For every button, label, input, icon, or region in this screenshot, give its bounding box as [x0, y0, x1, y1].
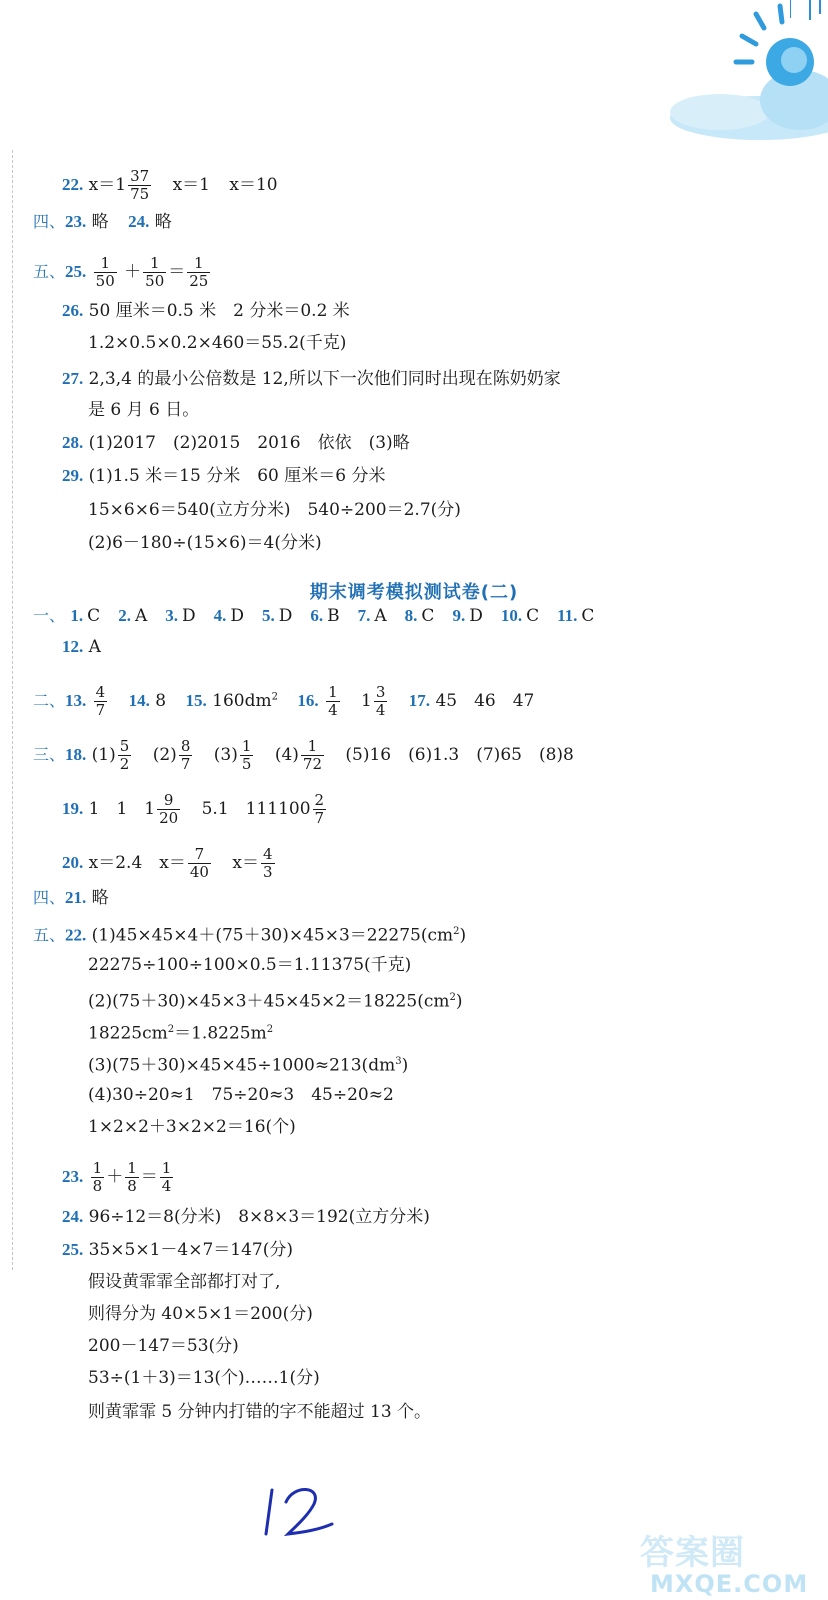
answer-line: 假设黄霏霏全部都打对了, — [88, 1272, 281, 1292]
answer-line: (1)2017 (2)2015 2016 依依 (3)略 — [88, 433, 410, 453]
denominator: 75 — [130, 185, 150, 203]
handwritten-page-number — [260, 1482, 340, 1542]
denominator: 7 — [180, 755, 191, 773]
denominator: 8 — [92, 1177, 103, 1195]
question-number: 23. — [65, 212, 87, 231]
answer-line: 则得分为 40×5×1＝200(分) — [88, 1304, 313, 1324]
numerator: 1 — [328, 683, 338, 701]
answer-text: (5)16 (6)1.3 (7)65 (8)8 — [345, 745, 574, 765]
answer-line: ＝1.8225m — [174, 1023, 267, 1044]
numerator: 4 — [95, 683, 106, 701]
answer-multiple-choice — [33, 606, 612, 626]
denominator: 4 — [375, 701, 386, 719]
answer-25-part2 — [62, 1240, 293, 1260]
question-number: 1. — [70, 606, 84, 625]
answer-text: A — [374, 606, 387, 626]
superscript: 2 — [167, 1024, 175, 1035]
fraction — [326, 684, 340, 719]
answer-line: (1)1.5 米＝15 分米 60 厘米＝6 分米 — [88, 466, 386, 486]
section-label: 一、 — [33, 606, 66, 625]
question-number: 8. — [404, 606, 418, 625]
whole-number: 1 — [361, 691, 372, 711]
margin-dashed-line — [12, 150, 13, 1270]
answer-text: C — [421, 606, 435, 626]
fraction — [313, 792, 327, 827]
numerator: 37 — [130, 167, 150, 185]
question-number: 26. — [62, 301, 84, 320]
denominator: 50 — [145, 272, 165, 290]
superscript: 2 — [449, 992, 456, 1003]
answer-21 — [33, 888, 109, 908]
superscript: 2 — [266, 1024, 274, 1035]
answer-25 — [33, 255, 212, 290]
question-number: 17. — [408, 691, 431, 710]
numerator: 2 — [314, 791, 325, 809]
answer-text: C — [87, 606, 101, 626]
answer-line: 是 6 月 6 日。 — [88, 400, 200, 420]
question-number: 12. — [62, 637, 84, 656]
answer-line: (2)6－180÷(15×6)＝4(分米) — [88, 533, 322, 553]
answer-line-end: ) — [459, 925, 467, 946]
superscript: 3 — [395, 1056, 402, 1067]
question-number: 6. — [310, 606, 324, 625]
answer-23-24 — [33, 212, 172, 232]
section-label: 三、 — [33, 745, 66, 764]
fraction — [118, 738, 132, 773]
answer-line: 18225cm — [88, 1023, 168, 1044]
answer-text: D — [278, 606, 293, 626]
answer-text: 5.1 111100 — [201, 799, 311, 819]
denominator: 5 — [241, 755, 252, 773]
answer-text: 略 — [91, 212, 109, 232]
answer-text: x＝1 — [88, 175, 127, 195]
answer-line-end: ) — [455, 991, 463, 1012]
answer-line: 15×6×6＝540(立方分米) 540÷200＝2.7(分) — [88, 500, 461, 520]
answer-line: 200－147＝53(分) — [88, 1336, 239, 1356]
answer-line: (4)30÷20≈1 75÷20≈3 45÷20≈2 — [88, 1085, 394, 1105]
answer-line-group — [88, 988, 462, 1012]
question-number: 4. — [213, 606, 227, 625]
fraction — [179, 738, 193, 773]
answer-text: A — [88, 637, 101, 657]
answer-text: 略 — [91, 888, 109, 908]
denominator: 3 — [262, 863, 273, 881]
answer-text: x＝ — [232, 853, 259, 873]
numerator: 1 — [94, 255, 117, 273]
numerator: 8 — [180, 737, 191, 755]
answer-text: C — [526, 606, 540, 626]
numerator: 9 — [157, 792, 180, 810]
answer-text: x＝2.4 x＝ — [88, 853, 186, 873]
answer-text: x＝10 — [229, 175, 278, 195]
question-number: 3. — [165, 606, 178, 625]
denominator: 25 — [189, 272, 209, 290]
answer-line: 50 厘米＝0.5 米 2 分米＝0.2 米 — [88, 301, 350, 321]
question-number: 25. — [65, 262, 87, 281]
answer-text: 1 1 1 — [88, 799, 156, 819]
denominator: 7 — [314, 809, 325, 827]
numerator: 1 — [241, 737, 252, 755]
fraction — [157, 792, 180, 827]
operator: ＝ — [168, 262, 186, 282]
fraction — [160, 1160, 174, 1195]
numerator: 3 — [375, 683, 386, 701]
question-number: 2. — [118, 606, 131, 625]
watermark-top: 答案圈 — [640, 1533, 745, 1573]
fraction — [301, 738, 324, 773]
watermark-bottom: MXQE.COM — [650, 1570, 809, 1598]
answer-line: 53÷(1＋3)＝13(个)……1(分) — [88, 1368, 320, 1388]
part-label: (3) — [213, 745, 238, 765]
question-number: 22. — [62, 175, 84, 194]
answer-22-part2 — [33, 922, 466, 946]
question-number: 24. — [128, 212, 150, 231]
question-number: 11. — [557, 606, 578, 625]
part-label: (4) — [274, 745, 299, 765]
part-label: (2) — [152, 745, 177, 765]
answer-18 — [33, 738, 574, 773]
answer-line: 1×2×2＋3×2×2＝16(个) — [88, 1117, 296, 1137]
section-title: 期末调考模拟测试卷(二) — [309, 582, 519, 603]
question-number: 5. — [262, 606, 275, 625]
question-number: 7. — [357, 606, 371, 625]
operator: ＋ — [124, 262, 142, 282]
denominator: 4 — [161, 1177, 172, 1195]
numerator: 1 — [187, 255, 210, 273]
answer-text: D — [469, 606, 483, 626]
answer-text: D — [230, 606, 244, 626]
denominator: 20 — [159, 809, 179, 827]
answer-line: 35×5×1－4×7＝147(分) — [88, 1240, 293, 1260]
sun-cloud-illustration — [660, 0, 828, 140]
fraction — [125, 1160, 139, 1195]
answer-text: A — [134, 606, 148, 626]
answer-19 — [62, 792, 328, 827]
denominator: 4 — [328, 701, 338, 719]
answer-text: 160dm — [212, 691, 272, 711]
answer-line: (1)45×45×4＋(75＋30)×45×3＝22275(cm — [91, 925, 454, 946]
answer-line: 2,3,4 的最小公倍数是 12,所以下一次他们同时出现在陈奶奶家 — [88, 369, 561, 389]
answer-line-group — [88, 1052, 408, 1076]
fraction — [94, 684, 108, 719]
question-number: 24. — [62, 1207, 84, 1226]
question-number: 27. — [62, 369, 84, 388]
fraction — [128, 168, 151, 203]
question-number: 14. — [128, 691, 150, 710]
superscript: 2 — [453, 926, 460, 937]
numerator: 4 — [262, 845, 273, 863]
numerator: 1 — [301, 738, 324, 756]
answer-13-17 — [33, 684, 534, 719]
fraction — [187, 255, 210, 290]
operator: ＋ — [106, 1167, 124, 1187]
question-number: 20. — [62, 853, 84, 872]
fraction — [143, 255, 166, 290]
answer-line: 96÷12＝8(分米) 8×8×3＝192(立方分米) — [88, 1207, 430, 1227]
answer-text: 45 46 47 — [435, 691, 535, 711]
fraction — [94, 255, 117, 290]
question-number: 23. — [62, 1167, 84, 1186]
answer-22 — [62, 168, 278, 203]
section-label: 四、 — [33, 888, 66, 907]
question-number: 18. — [65, 745, 87, 764]
part-label: (1) — [91, 745, 116, 765]
operator: ＝ — [140, 1167, 158, 1187]
answer-text: D — [181, 606, 196, 626]
answer-23-part2 — [62, 1160, 175, 1195]
denominator: 50 — [95, 272, 115, 290]
numerator: 1 — [161, 1159, 172, 1177]
question-number: 15. — [185, 691, 207, 710]
question-number: 9. — [452, 606, 466, 625]
section-label: 二、 — [33, 691, 66, 710]
question-number: 28. — [62, 433, 84, 452]
fraction — [261, 846, 275, 881]
question-number: 22. — [65, 925, 87, 945]
answer-27 — [62, 369, 561, 389]
denominator: 72 — [302, 755, 322, 773]
question-number: 29. — [62, 466, 84, 485]
answer-line: 1.2×0.5×0.2×460＝55.2(千克) — [88, 333, 347, 353]
answer-24-part2 — [62, 1207, 430, 1227]
section-label: 五、 — [33, 262, 66, 281]
question-number: 16. — [297, 691, 319, 710]
answer-text: C — [581, 606, 595, 626]
denominator: 40 — [189, 863, 209, 881]
numerator: 1 — [92, 1159, 103, 1177]
section-label: 五、 — [33, 925, 66, 945]
fraction — [188, 846, 211, 881]
answer-text: B — [327, 606, 340, 626]
denominator: 2 — [119, 755, 130, 773]
answer-text: x＝1 — [172, 175, 210, 195]
numerator: 7 — [188, 846, 211, 864]
fraction — [374, 684, 388, 719]
answer-text: 略 — [154, 212, 172, 232]
answer-29 — [62, 466, 385, 486]
denominator: 8 — [127, 1177, 137, 1195]
question-number: 25. — [62, 1240, 84, 1259]
denominator: 7 — [95, 701, 106, 719]
answer-26 — [62, 301, 350, 321]
answer-line: 则黄霏霏 5 分钟内打错的字不能超过 13 个。 — [88, 1402, 432, 1422]
question-number: 21. — [65, 888, 87, 907]
question-number: 10. — [500, 606, 523, 625]
answer-28 — [62, 433, 410, 453]
answer-line-group — [88, 1020, 273, 1044]
fraction — [240, 738, 254, 773]
answer-line: (2)(75＋30)×45×3＋45×45×2＝18225(cm — [88, 991, 450, 1012]
question-number: 13. — [65, 691, 87, 710]
question-number: 19. — [62, 799, 84, 818]
answer-12 — [62, 637, 101, 657]
numerator: 5 — [119, 737, 130, 755]
answer-20 — [62, 846, 277, 881]
answer-line: 22275÷100÷100×0.5＝1.11375(千克) — [88, 955, 412, 975]
numerator: 1 — [127, 1159, 137, 1177]
fraction — [91, 1160, 105, 1195]
numerator: 1 — [143, 255, 166, 273]
superscript: 2 — [271, 691, 278, 703]
answer-line: (3)(75＋30)×45×45÷1000≈213(dm — [88, 1055, 396, 1076]
answer-line-end: ) — [401, 1055, 409, 1076]
answer-text: 8 — [155, 691, 167, 711]
section-label: 四、 — [33, 212, 66, 231]
